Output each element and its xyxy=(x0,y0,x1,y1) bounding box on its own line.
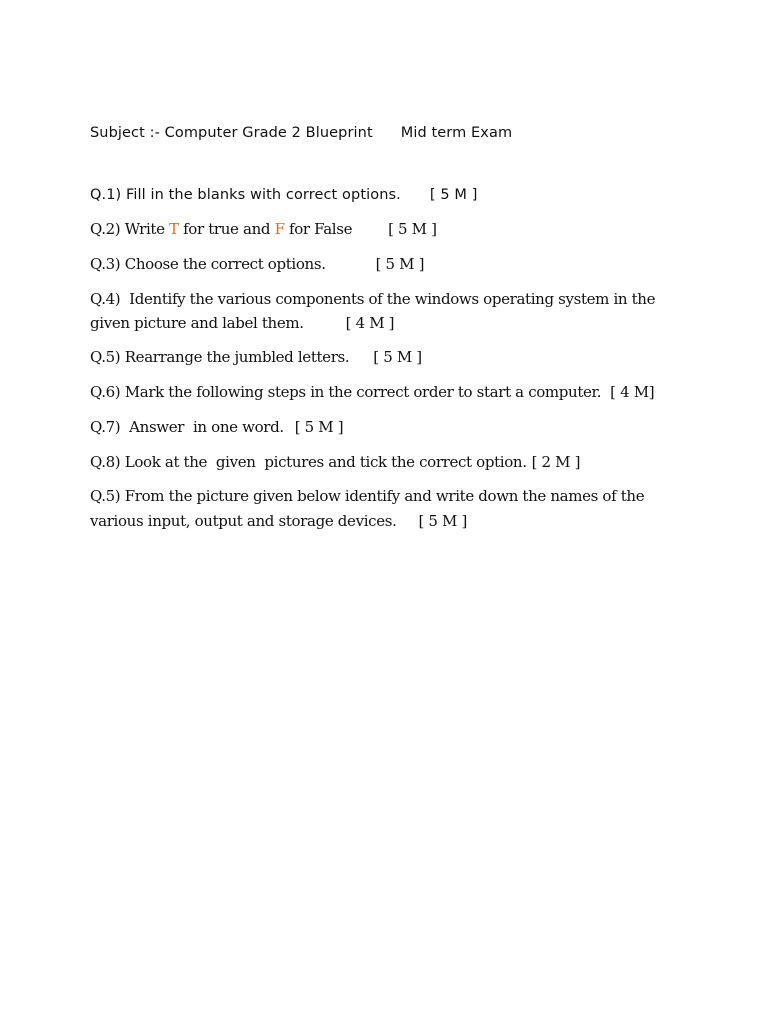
question-text: Q.5) Rearrange the jumbled letters. xyxy=(90,348,350,366)
question-text: Q.8) Look at the given pictures and tick the correct option. xyxy=(90,453,527,471)
question-text: Q.5) From the picture given below identify and write down the names of the xyxy=(90,487,645,505)
question-text: various input, output and storage devices. xyxy=(90,512,397,530)
question-5 xyxy=(90,345,422,369)
question-marks: [ 5 M ] xyxy=(373,348,422,366)
exam-title: Mid term Exam xyxy=(400,125,513,141)
question-text: Q.1) Fill in the blanks with correct options. xyxy=(90,187,401,203)
false-letter: F xyxy=(274,220,285,238)
question-text: Q.7) Answer in one word. xyxy=(90,418,284,436)
question-marks: [ 4 M] xyxy=(610,383,655,401)
question-marks: [ 4 M ] xyxy=(345,314,395,332)
question-1 xyxy=(90,183,477,207)
question-7 xyxy=(90,415,343,439)
question-6 xyxy=(90,380,654,404)
question-4-line-1 xyxy=(90,287,655,311)
question-text: Q.4) Identify the various components of the windows operating system in the xyxy=(90,290,656,308)
question-marks: [ 2 M ] xyxy=(531,453,581,471)
question-text-suffix: for False xyxy=(284,220,353,238)
question-9-line-1 xyxy=(90,484,644,508)
question-marks: [ 5 M ] xyxy=(388,220,437,238)
true-letter: T xyxy=(169,220,179,238)
question-8 xyxy=(90,450,580,474)
question-text: Q.3) Choose the correct options. xyxy=(90,255,326,273)
question-text-prefix: Q.2) Write xyxy=(90,220,170,238)
question-marks: [ 5 M ] xyxy=(294,418,344,436)
question-marks: [ 5 M ] xyxy=(375,255,425,273)
question-9-line-2 xyxy=(90,509,467,533)
question-3 xyxy=(90,252,424,276)
subject-title: Subject :- Computer Grade 2 Blueprint xyxy=(90,125,373,141)
header-line xyxy=(90,121,512,145)
question-4-line-2 xyxy=(90,311,394,335)
question-2 xyxy=(90,217,437,241)
question-marks: [ 5 M ] xyxy=(429,187,478,203)
question-text: given picture and label them. xyxy=(90,314,304,332)
question-text: Q.6) Mark the following steps in the correct order to start a computer. xyxy=(90,383,602,401)
question-text-middle: for true and xyxy=(178,220,275,238)
question-marks: [ 5 M ] xyxy=(418,512,467,530)
